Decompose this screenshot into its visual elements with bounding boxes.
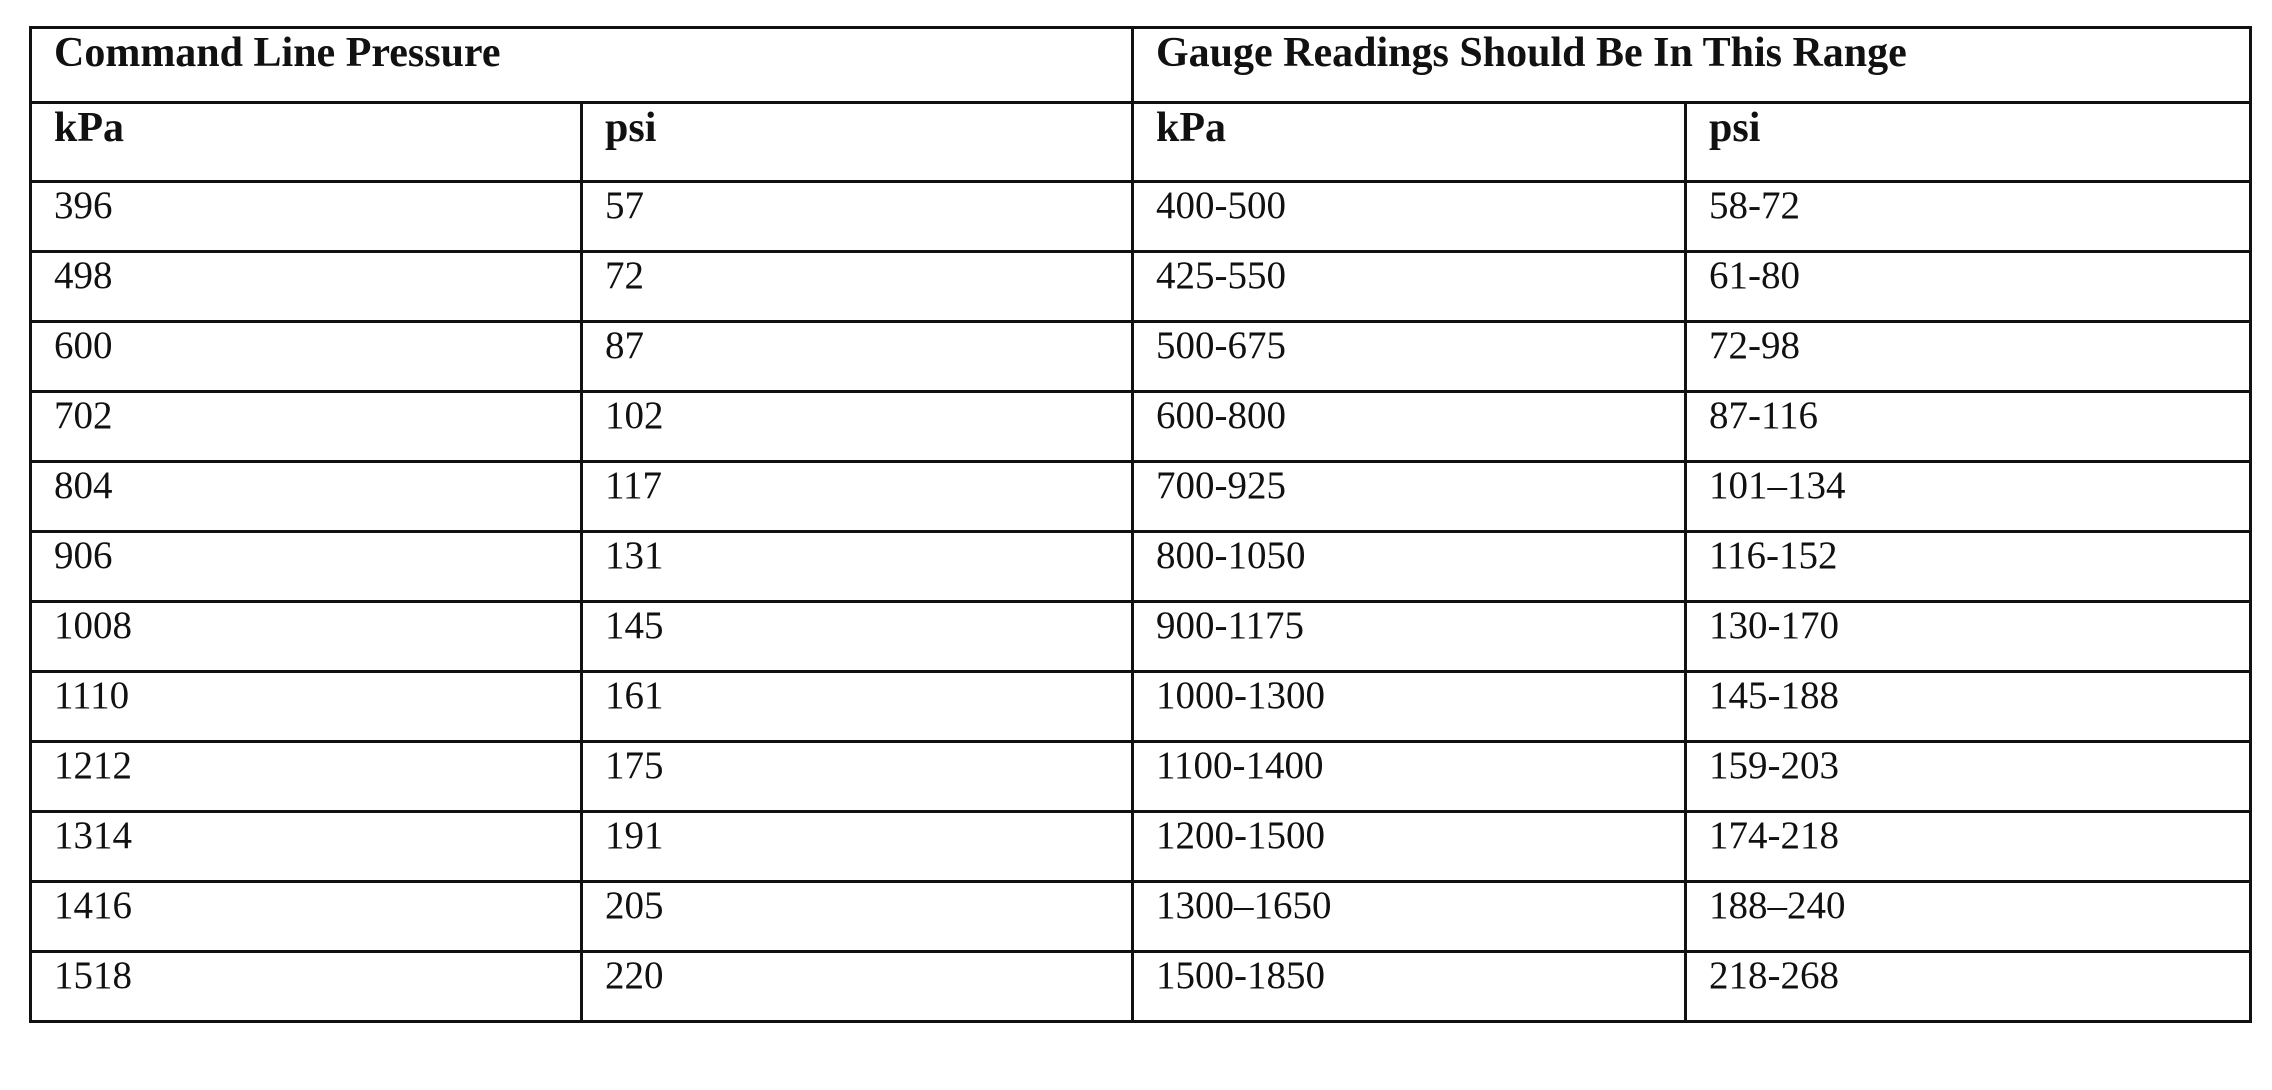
gauge-psi-cell: 188–240 (1686, 882, 2251, 952)
gauge-psi-cell: 174-218 (1686, 812, 2251, 882)
group-header-row (31, 28, 2251, 103)
command-psi-cell: 131 (582, 532, 1133, 602)
gauge-psi-cell: 130-170 (1686, 602, 2251, 672)
command-kpa-cell: 600 (31, 322, 582, 392)
gauge-kpa-cell: 500-675 (1133, 322, 1686, 392)
table-row (31, 742, 2251, 812)
table-row (31, 462, 2251, 532)
table-row (31, 182, 2251, 252)
table-row (31, 532, 2251, 602)
table-row (31, 882, 2251, 952)
table-row (31, 952, 2251, 1022)
command-psi-cell: 72 (582, 252, 1133, 322)
gauge-kpa-cell: 425-550 (1133, 252, 1686, 322)
command-line-pressure-header: Command Line Pressure (31, 28, 1133, 103)
table-row (31, 672, 2251, 742)
gauge-psi-cell: 145-188 (1686, 672, 2251, 742)
gauge-kpa-cell: 1300–1650 (1133, 882, 1686, 952)
gauge-psi-cell: 72-98 (1686, 322, 2251, 392)
command-psi-cell: 117 (582, 462, 1133, 532)
gauge-psi-cell: 159-203 (1686, 742, 2251, 812)
table-row (31, 812, 2251, 882)
gauge-psi-cell: 58-72 (1686, 182, 2251, 252)
command-kpa-header: kPa (31, 103, 582, 182)
command-psi-header: psi (582, 103, 1133, 182)
gauge-psi-cell: 61-80 (1686, 252, 2251, 322)
gauge-kpa-cell: 900-1175 (1133, 602, 1686, 672)
table-row (31, 392, 2251, 462)
command-kpa-cell: 1008 (31, 602, 582, 672)
gauge-kpa-cell: 700-925 (1133, 462, 1686, 532)
gauge-kpa-cell: 1100-1400 (1133, 742, 1686, 812)
gauge-kpa-cell: 1500-1850 (1133, 952, 1686, 1022)
command-psi-cell: 145 (582, 602, 1133, 672)
command-psi-cell: 87 (582, 322, 1133, 392)
command-kpa-cell: 1518 (31, 952, 582, 1022)
command-psi-cell: 57 (582, 182, 1133, 252)
unit-header-row (31, 103, 2251, 182)
gauge-psi-cell: 101–134 (1686, 462, 2251, 532)
table-body (31, 182, 2251, 1022)
table-row (31, 322, 2251, 392)
command-kpa-cell: 1212 (31, 742, 582, 812)
command-psi-cell: 205 (582, 882, 1133, 952)
pressure-table (29, 26, 2252, 1023)
gauge-readings-header: Gauge Readings Should Be In This Range (1133, 28, 2251, 103)
gauge-psi-cell: 218-268 (1686, 952, 2251, 1022)
gauge-kpa-cell: 800-1050 (1133, 532, 1686, 602)
command-kpa-cell: 1110 (31, 672, 582, 742)
gauge-psi-header: psi (1686, 103, 2251, 182)
command-psi-cell: 191 (582, 812, 1133, 882)
gauge-kpa-cell: 1000-1300 (1133, 672, 1686, 742)
gauge-kpa-cell: 1200-1500 (1133, 812, 1686, 882)
command-psi-cell: 161 (582, 672, 1133, 742)
command-kpa-cell: 906 (31, 532, 582, 602)
command-psi-cell: 220 (582, 952, 1133, 1022)
command-psi-cell: 175 (582, 742, 1133, 812)
command-kpa-cell: 1416 (31, 882, 582, 952)
command-kpa-cell: 1314 (31, 812, 582, 882)
command-kpa-cell: 804 (31, 462, 582, 532)
table-row (31, 602, 2251, 672)
gauge-kpa-cell: 400-500 (1133, 182, 1686, 252)
command-kpa-cell: 702 (31, 392, 582, 462)
command-kpa-cell: 396 (31, 182, 582, 252)
command-psi-cell: 102 (582, 392, 1133, 462)
gauge-psi-cell: 87-116 (1686, 392, 2251, 462)
table-row (31, 252, 2251, 322)
gauge-psi-cell: 116-152 (1686, 532, 2251, 602)
gauge-kpa-cell: 600-800 (1133, 392, 1686, 462)
command-kpa-cell: 498 (31, 252, 582, 322)
gauge-kpa-header: kPa (1133, 103, 1686, 182)
